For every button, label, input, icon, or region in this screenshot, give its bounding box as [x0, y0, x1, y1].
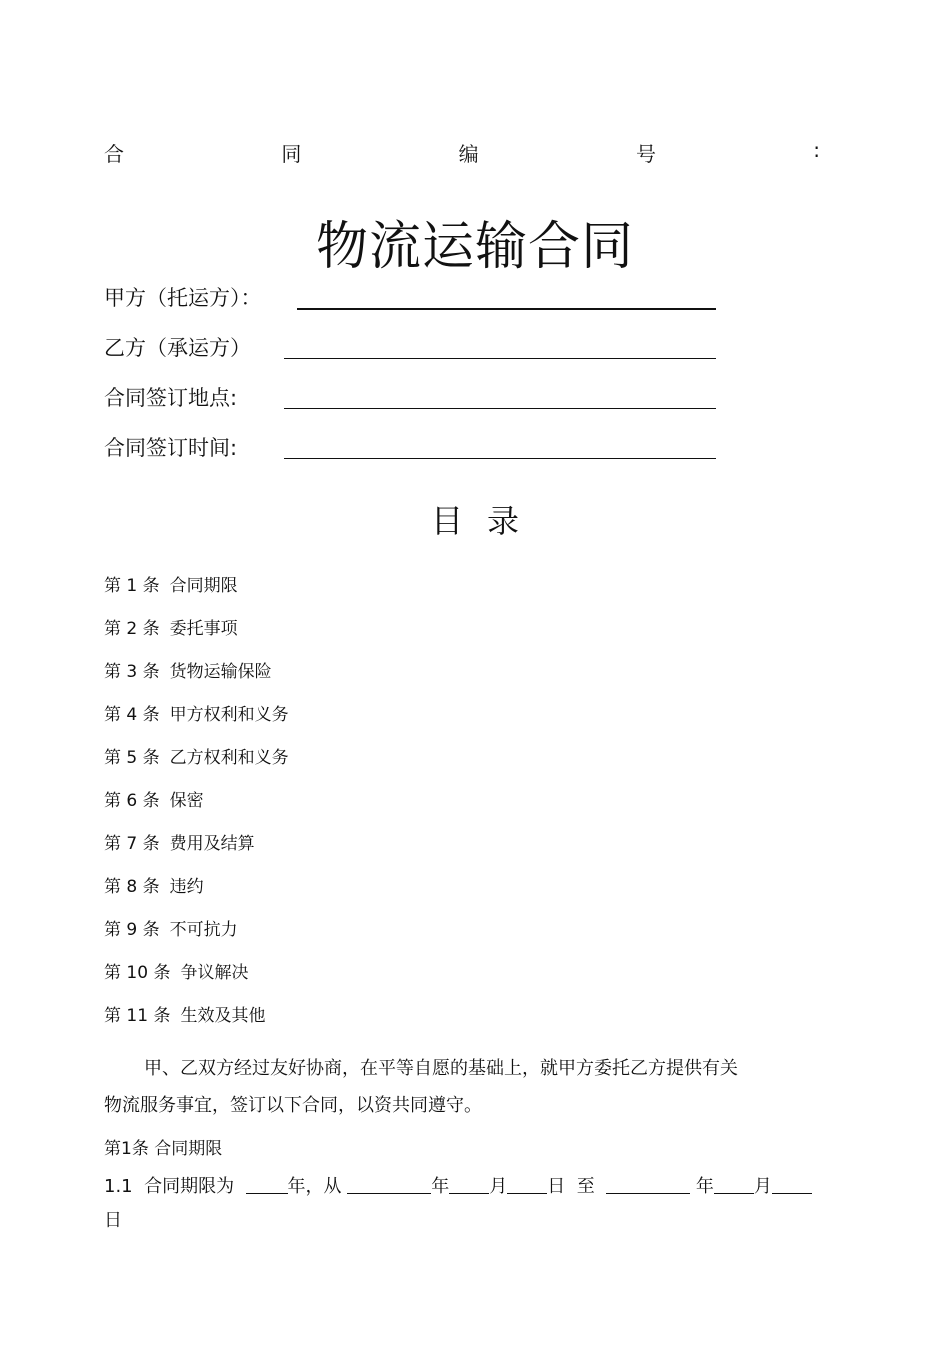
toc-item-number: 第 6 条: [104, 791, 160, 811]
toc-item-number: 第 10 条: [104, 963, 171, 983]
toc-item-text: 甲方权利和义务: [169, 705, 289, 725]
toc-item: [104, 832, 289, 875]
clause-text: 日: [104, 1210, 122, 1231]
toc-item: [104, 918, 289, 961]
toc-item-number: 第 8 条: [104, 877, 160, 897]
start-month-blank[interactable]: [449, 1175, 489, 1194]
toc-item: [104, 746, 289, 789]
toc-heading: 目录: [430, 502, 543, 540]
contract-no-char: :: [813, 138, 820, 162]
start-year-blank[interactable]: [347, 1175, 431, 1194]
clause-text: 月: [489, 1176, 508, 1197]
toc-item: [104, 1004, 289, 1047]
toc-item-number: 第 1 条: [104, 576, 160, 596]
toc-item-text: 费用及结算: [169, 834, 255, 854]
signing-time-label: 合同签订时间:: [104, 436, 238, 460]
toc-item-text: 保密: [169, 791, 204, 811]
party-a-blank-line[interactable]: [297, 308, 716, 310]
contract-number-line: [104, 138, 820, 167]
party-b-label: 乙方（承运方）: [104, 336, 251, 360]
toc-item-text: 货物运输保险: [169, 662, 272, 682]
contract-no-char: 号: [635, 142, 656, 166]
clause-text: 年: [431, 1176, 450, 1197]
section-1-title: 第1条 合同期限: [104, 1139, 223, 1159]
intro-line: 甲、乙双方经过友好协商，在平等自愿的基础上，就甲方委托乙方提供有关: [144, 1058, 738, 1079]
end-year-blank[interactable]: [606, 1175, 690, 1194]
clause-text: 日: [547, 1176, 566, 1197]
toc-item-text: 乙方权利和义务: [169, 748, 289, 768]
start-day-blank[interactable]: [507, 1175, 547, 1194]
clause-text: 月: [753, 1176, 772, 1197]
signing-place-blank-line[interactable]: [284, 408, 716, 409]
intro-paragraph: [104, 1050, 824, 1124]
clause-number: 1.1: [104, 1176, 133, 1197]
contract-no-char: 编: [458, 142, 479, 166]
document-title: 物流运输合同: [315, 217, 634, 277]
toc-item-number: 第 3 条: [104, 662, 160, 682]
end-month-blank[interactable]: [714, 1175, 754, 1194]
party-b-blank-line[interactable]: [284, 358, 716, 359]
toc-item-number: 第 5 条: [104, 748, 160, 768]
toc-item-text: 合同期限: [169, 576, 238, 596]
signing-place-label: 合同签订地点:: [104, 386, 238, 410]
toc-item-text: 委托事项: [169, 619, 238, 639]
toc-item: [104, 617, 289, 660]
toc-item-number: 第 7 条: [104, 834, 160, 854]
table-of-contents: [104, 574, 289, 1047]
party-a-label: 甲方（托运方）：: [104, 286, 262, 310]
clause-1-1: [104, 1170, 834, 1238]
toc-item: [104, 660, 289, 703]
contract-no-char: 合: [104, 142, 124, 166]
contract-no-char: 同: [281, 142, 302, 166]
clause-text: 至: [576, 1176, 595, 1197]
clause-text: 年，从: [287, 1176, 342, 1197]
intro-line: 物流服务事宜，签订以下合同，以资共同遵守。: [104, 1095, 482, 1116]
toc-item-number: 第 11 条: [104, 1006, 171, 1026]
toc-item-text: 争议解决: [180, 963, 249, 983]
toc-item: [104, 961, 289, 1004]
clause-text: 年: [695, 1176, 714, 1197]
end-day-blank[interactable]: [772, 1175, 812, 1194]
toc-item: [104, 703, 289, 746]
clause-text: 合同期限为: [144, 1176, 235, 1197]
toc-item-number: 第 2 条: [104, 619, 160, 639]
toc-item: [104, 574, 289, 617]
toc-item-text: 生效及其他: [180, 1006, 266, 1026]
toc-item: [104, 875, 289, 918]
toc-item-number: 第 4 条: [104, 705, 160, 725]
term-years-blank[interactable]: [246, 1175, 288, 1194]
toc-item-number: 第 9 条: [104, 920, 160, 940]
toc-item: [104, 789, 289, 832]
toc-item-text: 不可抗力: [169, 920, 238, 940]
signing-time-blank-line[interactable]: [284, 458, 716, 459]
toc-item-text: 违约: [169, 877, 204, 897]
